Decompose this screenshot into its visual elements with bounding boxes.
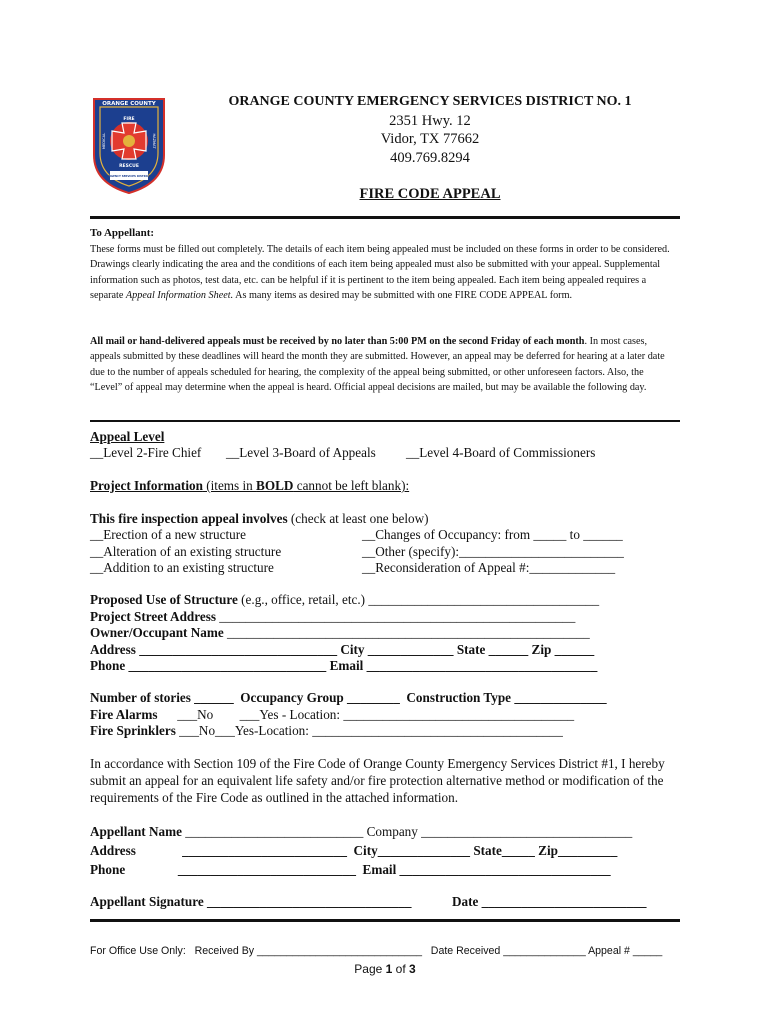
district-logo	[88, 93, 170, 196]
involves-option-addition[interactable]: __Addition to an existing structure	[90, 560, 274, 575]
form-title: FIRE CODE APPEAL	[359, 186, 501, 202]
appellant-signature-label: Appellant Signature	[90, 894, 204, 909]
instructions-text: These forms must be filled out completely. The details of each item being appealed must be included on these forms in order to be considered. Drawings clearly indicating the area and the conditions of each item being appealed must also be submitted with your appeal. Supplemental information such as photos, test data, etc. can be helpful if it is pertinent to the item being appealed. Each item being appealed requires a separate	[90, 244, 670, 301]
footer-divider	[90, 919, 680, 922]
fire-sprinklers-row[interactable]	[90, 723, 563, 740]
appellant-phone-row[interactable]	[90, 862, 611, 879]
project-info-note-end: cannot be left blank):	[293, 478, 410, 493]
instructions-paragraph-2	[90, 334, 675, 395]
appellant-address-row[interactable]	[90, 843, 617, 860]
involves-option-alteration[interactable]: __Alteration of an existing structure	[90, 544, 282, 559]
appellant-address-label: Address	[90, 843, 136, 858]
logo-text-top: ORANGE COUNTY	[102, 101, 156, 107]
appeal-level-heading: Appeal Level	[90, 429, 165, 444]
involves-option-reconsideration[interactable]: __Reconsideration of Appeal #:_____________	[362, 560, 616, 575]
project-street-label: Project Street Address	[90, 609, 216, 624]
logo-text-rescue: RESCUE	[119, 164, 139, 169]
appellant-address-line[interactable]: _________________________ City______________ State_____ Zip_________	[135, 843, 618, 858]
fire-alarms-row[interactable]	[90, 707, 574, 724]
instructions-text-end: As many items as desired may be submitted with one FIRE CODE APPEAL form.	[233, 289, 573, 301]
appeal-level-option-4[interactable]: __Level 4-Board of Commissioners	[406, 445, 596, 460]
project-street-line[interactable]: ______________________________________________________	[215, 609, 576, 624]
org-phone: 409.769.8294	[390, 149, 470, 166]
instructions-italic: Appeal Information Sheet.	[125, 289, 234, 301]
logo-text-right: HAZMAT	[152, 133, 156, 149]
appellant-name-label: Appellant Name	[90, 824, 182, 839]
proposed-use-field[interactable]	[90, 592, 599, 609]
appellant-phone-label: Phone	[90, 862, 126, 877]
logo-text-left: MEDICAL	[102, 132, 106, 150]
appellant-phone-email-line[interactable]: ___________________________ Email ________________________________	[125, 862, 611, 877]
section-divider	[90, 420, 680, 422]
deadline-text: All mail or hand-delivered appeals must be received by no later than 5:00 PM on the second Friday of each month	[90, 336, 585, 347]
logo-text-bottom: EMERGENCY SERVICES DISTRICT #1	[102, 175, 156, 178]
involves-title: This fire inspection appeal involves	[90, 511, 288, 526]
involves-hint: (check at least one below)	[287, 511, 429, 526]
page-of: of	[392, 962, 410, 976]
proposed-use-line[interactable]: (e.g., office, retail, etc.) ___________________________________	[237, 592, 600, 607]
appellant-date-label: Date	[452, 894, 479, 909]
org-address-line1: 2351 Hwy. 12	[389, 112, 471, 129]
fire-alarms-label: Fire Alarms	[90, 707, 158, 722]
appeal-level-option-2[interactable]: __Level 2-Fire Chief	[90, 445, 202, 460]
fire-sprinklers-label: Fire Sprinklers	[90, 723, 176, 738]
page-current: 1	[385, 962, 393, 976]
appellant-name-row[interactable]	[90, 824, 632, 841]
project-info-bold-word: BOLD	[256, 478, 294, 493]
org-name: ORANGE COUNTY EMERGENCY SERVICES DISTRICT NO. 1	[228, 94, 632, 109]
fire-sprinklers-options[interactable]: ___No___Yes-Location: ______________________________________	[175, 723, 563, 738]
owner-name-label: Owner/Occupant Name	[90, 625, 224, 640]
appeal-statement: In accordance with Section 109 of the Fire Code of Orange County Emergency Services District #1, I hereby submit an appeal for an equivalent life safety and/or fire protection alternative method or modification of the requirements of the Fire Code as outlined in the attached information.	[90, 756, 665, 805]
page-total: 3	[409, 962, 416, 976]
project-info-title: Project Information	[90, 478, 203, 493]
appellant-date-row[interactable]	[452, 894, 647, 911]
stories-occupancy-construction-row[interactable]: Number of stories ______ Occupancy Group ________ Construction Type ______________	[90, 690, 607, 705]
involves-option-other[interactable]: __Other (specify):_________________________	[362, 544, 624, 559]
appellant-signature-row[interactable]	[90, 894, 411, 911]
appeal-level-option-3[interactable]: __Level 3-Board of Appeals	[226, 445, 376, 460]
project-info-heading	[90, 478, 409, 495]
page-label: Page	[354, 962, 386, 976]
owner-name-field[interactable]	[90, 625, 590, 642]
instructions-heading: To Appellant:	[90, 227, 155, 239]
org-address-line2: Vidor, TX 77662	[380, 131, 480, 147]
project-info-note: (items in	[202, 478, 257, 493]
project-street-field[interactable]	[90, 609, 575, 626]
appellant-date-line[interactable]: _________________________	[478, 894, 647, 909]
header-divider	[90, 216, 680, 219]
letterhead	[190, 93, 670, 167]
instructions-paragraph-1	[90, 242, 675, 303]
fire-alarms-options[interactable]: ___No ___Yes - Location: ___________________________________	[157, 707, 575, 722]
involves-heading	[90, 511, 429, 528]
involves-option-erection[interactable]: __Erection of a new structure	[90, 527, 246, 542]
address-city-state-zip-row[interactable]: Address ______________________________ City _____________ State ______ Zip ______	[90, 642, 595, 657]
appellant-signature-line[interactable]: _______________________________	[203, 894, 412, 909]
office-use-line: For Office Use Only: Received By ____________________________ Date Received ______________ Appeal # _____	[90, 945, 663, 957]
involves-option-occupancy-change[interactable]: __Changes of Occupancy: from _____ to ______	[362, 527, 623, 542]
phone-email-row[interactable]: Phone ______________________________ Email ___________________________________	[90, 658, 598, 673]
logo-text-fire: FIRE	[123, 117, 135, 122]
appellant-name-company-line[interactable]: ___________________________ Company ________________________________	[181, 824, 633, 839]
page-number	[0, 962, 770, 976]
deadline-details: . In most cases, appeals submitted by these deadlines will heard the month they are submitted. However, an appeal may be deferred for hearing at a later date due to the number of appeals scheduled for hearing, the complexity of the appeal being submitted, or other unforeseen factors. Also, the “Level” of appeal may determine when the appeal is heard. Official appeal decisions are mailed, but may be available the following day.	[90, 336, 665, 393]
proposed-use-label: Proposed Use of Structure	[90, 592, 238, 607]
owner-name-line[interactable]: _______________________________________________________	[223, 625, 590, 640]
